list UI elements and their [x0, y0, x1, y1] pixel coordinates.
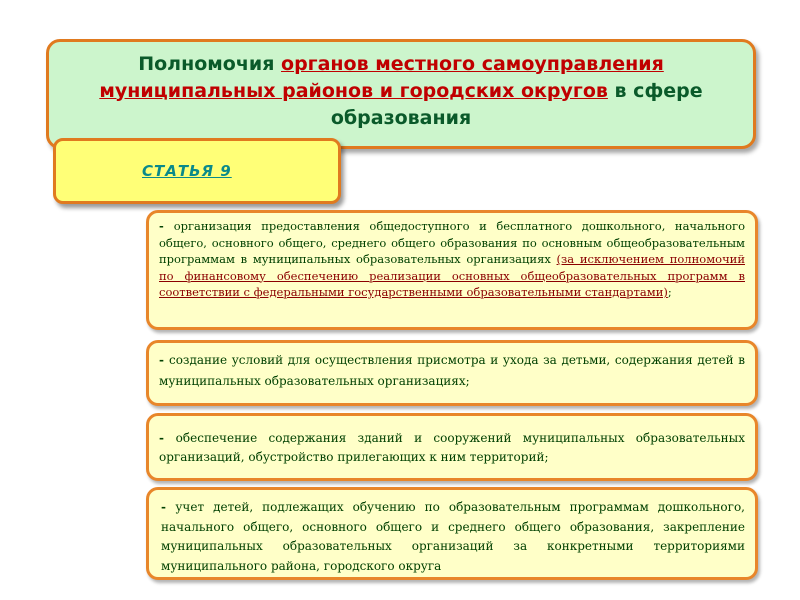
- list-item: [146, 413, 758, 481]
- title-box: [46, 39, 756, 149]
- title-prefix: Полномочия: [138, 52, 282, 75]
- page-title: [49, 51, 753, 132]
- article-label: СТАТЬЯ 9: [142, 162, 232, 180]
- title-highlight: органов местного самоуправления муниципальных районов и городских округов: [99, 52, 664, 102]
- item-text: создание условий для осуществления присмотра и ухода за детьми, содержания детей в муниципальных образовательных организациях;: [159, 353, 745, 388]
- item-dash: -: [159, 353, 169, 367]
- item-text: организация предоставления общедоступного и бесплатного дошкольного, начального общего, основного общего, среднего общего образования по основным общеобразовательным программам в муниципальных образовательных организациях: [159, 219, 745, 266]
- list-item: [146, 340, 758, 406]
- article-box: [53, 138, 341, 204]
- item-dash: -: [161, 500, 176, 514]
- list-item: [146, 210, 758, 330]
- list-item: [146, 487, 758, 580]
- item-dash: -: [159, 219, 174, 233]
- item-text: учет детей, подлежащих обучению по образовательным программам дошкольного, начального общего, основного общего и среднего общего образования, закрепление муниципальных образовательных организаций за конкретными территориями муниципального района, городского округа: [161, 500, 745, 573]
- item-dash: -: [159, 431, 176, 445]
- item-text: обеспечение содержания зданий и сооружений муниципальных образовательных организаций, обустройство прилегающих к ним территорий;: [159, 431, 745, 464]
- item-tail: ;: [667, 285, 672, 299]
- title-suffix: в сфере образования: [330, 79, 703, 129]
- item-underlined-text: (за исключением полномочий по финансовому обеспечению реализации основных общеобразовательных программ в соответствии с федеральными государственными образовательными стандартами): [159, 252, 745, 299]
